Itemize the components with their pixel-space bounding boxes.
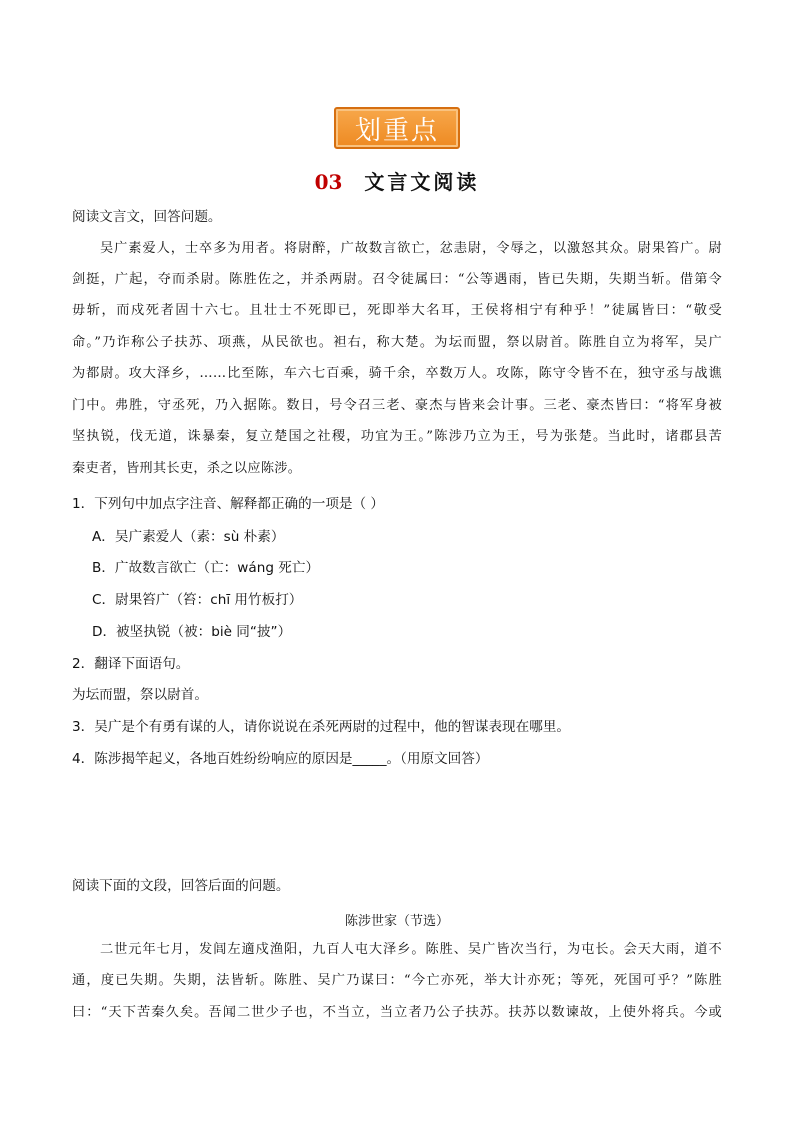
passage-line: 剑挺，广起，夺而杀尉。陈胜佐之，并杀两尉。召令徒属曰：“公等遇雨，皆已失期，失期当斩。借第令	[72, 272, 722, 287]
passage-line: 门中。弗胜，守丞死，乃入据陈。数日，号令召三老、豪杰与皆来会计事。三老、豪杰皆曰：“将军身被	[72, 398, 722, 413]
passage-line: 秦吏者，皆刑其长吏，杀之以应陈涉。	[72, 461, 302, 476]
question-1: 1．下列句中加点字注音、解释都正确的一项是（ ）	[72, 496, 385, 512]
instruction-1: 阅读文言文，回答问题。	[72, 209, 222, 225]
heading-title: 文言文阅读	[364, 170, 480, 194]
question-2-sentence: 为坛而盟，祭以尉首。	[72, 687, 208, 703]
question-4: 4．陈涉揭竿起义，各地百姓纷纷响应的原因是_____。（用原文回答）	[72, 751, 489, 767]
heading-number: 03	[314, 170, 343, 194]
option-b: B．广故数言欲亡（亡：wáng 死亡）	[92, 560, 320, 576]
highlight-badge	[334, 107, 460, 149]
badge-label: 划重点	[354, 115, 439, 146]
option-d: D．被坚执锐（被：biè 同“披”）	[92, 624, 292, 640]
option-a: A．吴广素爱人（素：sù 朴素）	[92, 529, 285, 545]
option-c: C．尉果笞广（笞：chī 用竹板打）	[92, 592, 303, 608]
passage-line: 毋斩，而戍死者固十六七。且壮士不死即已，死即举大名耳，王侯将相宁有种乎！”徒属皆曰：“敬受	[72, 303, 722, 318]
passage-title: 陈涉世家（节选）	[344, 914, 449, 929]
passage-line: 命。”乃诈称公子扶苏、项燕，从民欲也。袒右，称大楚。为坛而盟，祭以尉首。陈胜自立为将军，吴广	[72, 335, 722, 350]
question-3: 3．吴广是个有勇有谋的人，请你说说在杀死两尉的过程中，他的智谋表现在哪里。	[72, 719, 571, 735]
passage-line: 二世元年七月，发闾左適戍渔阳，九百人屯大泽乡。陈胜、吴广皆次当行，为屯长。会天大雨，道不	[100, 942, 722, 957]
passage-line: 坚执锐，伐无道，诛暴秦，复立楚国之社稷，功宜为王。”陈涉乃立为王，号为张楚。当此时，诸郡县苦	[72, 429, 722, 444]
question-2: 2．翻译下面语句。	[72, 656, 190, 672]
passage-line: 吴广素爱人，士卒多为用者。将尉醉，广故数言欲亡，忿恚尉，令辱之，以激怒其众。尉果笞广。尉	[100, 241, 722, 256]
instruction-2: 阅读下面的文段，回答后面的问题。	[72, 878, 290, 894]
passage-line: 为都尉。攻大泽乡，……比至陈，车六七百乘，骑千余，卒数万人。攻陈，陈守令皆不在，独守丞与战谯	[72, 366, 722, 381]
passage-line: 通，度已失期。失期，法皆斩。陈胜、吴广乃谋曰：“今亡亦死，举大计亦死；等死，死国可乎？”陈胜	[72, 973, 722, 988]
passage-line: 曰：“天下苦秦久矣。吾闻二世少子也，不当立，当立者乃公子扶苏。扶苏以数谏故，上使外将兵。今或	[72, 1005, 722, 1020]
section-heading	[0, 166, 794, 195]
